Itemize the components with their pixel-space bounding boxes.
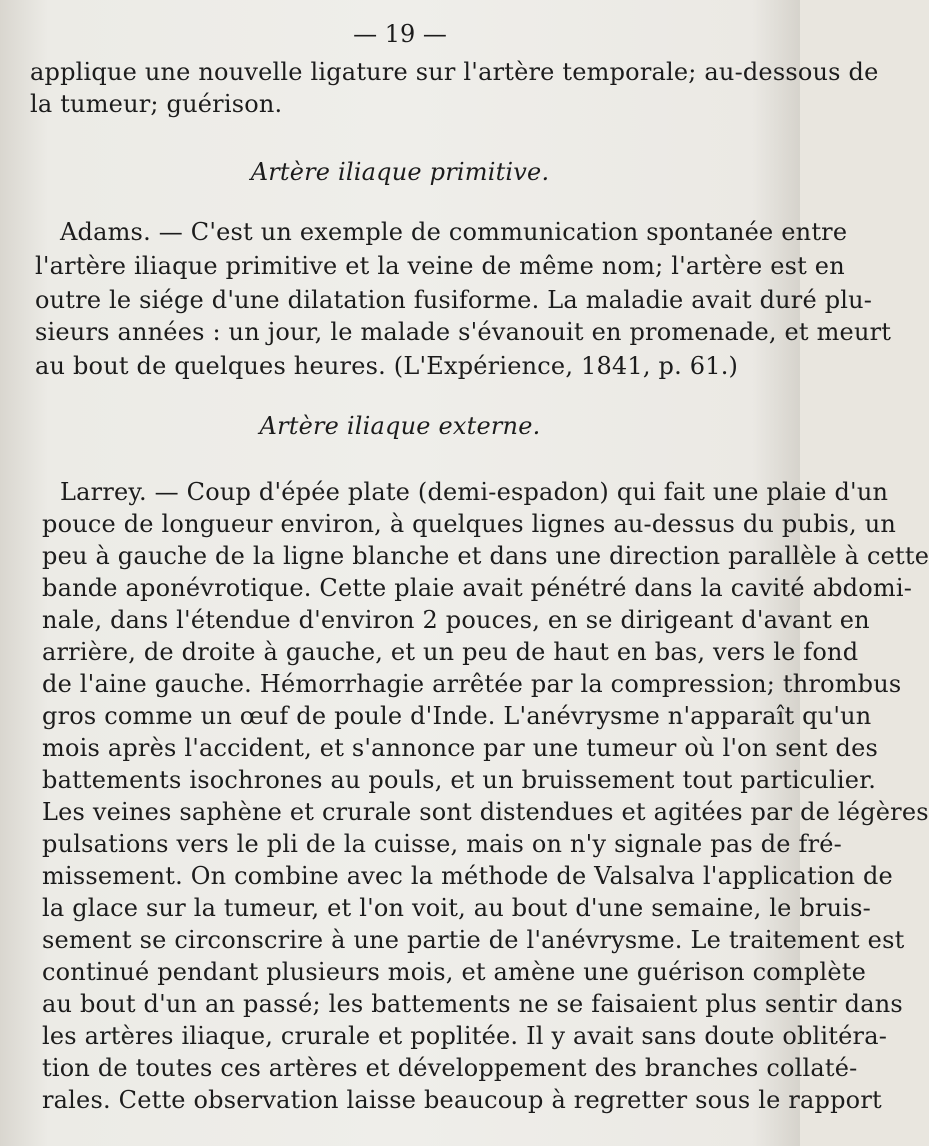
text-line: applique une nouvelle ligature sur l'artère temporale; au-dessous de (30, 58, 879, 86)
text-line: gros comme un œuf de poule d'Inde. L'anévrysme n'apparaît qu'un (42, 702, 872, 730)
text-line: pulsations vers le pli de la cuisse, mais on n'y signale pas de fré- (42, 830, 842, 858)
text-line: Adams. — C'est un exemple de communication spontanée entre (60, 218, 848, 246)
text-line: les artères iliaque, crurale et poplitée. Il y avait sans doute oblitéra- (42, 1022, 888, 1050)
text-line: au bout d'un an passé; les battements ne se faisaient plus sentir dans (42, 990, 903, 1018)
text-line: Les veines saphène et crurale sont distendues et agitées par de légères (42, 798, 929, 826)
text-line: mois après l'accident, et s'annonce par une tumeur où l'on sent des (42, 734, 878, 762)
text-line: sieurs années : un jour, le malade s'évanouit en promenade, et meurt (35, 318, 892, 346)
page-number: — 19 — (353, 20, 447, 48)
text-line: nale, dans l'étendue d'environ 2 pouces, en se dirigeant d'avant en (42, 606, 870, 634)
text-line: de l'aine gauche. Hémorrhagie arrêtée par la compression; thrombus (42, 670, 902, 698)
text-line: continué pendant plusieurs mois, et amène une guérison complète (42, 958, 867, 986)
text-line: outre le siége d'une dilatation fusiforme. La maladie avait duré plu- (35, 286, 873, 314)
text-line: Larrey. — Coup d'épée plate (demi-espadon) qui fait une plaie d'un (60, 478, 889, 506)
text-line: pouce de longueur environ, à quelques lignes au-dessus du pubis, un (42, 510, 897, 538)
section-heading: Artère iliaque externe. (259, 412, 541, 440)
text-line: battements isochrones au pouls, et un bruissement tout particulier. (42, 766, 877, 794)
text-line: la glace sur la tumeur, et l'on voit, au bout d'une semaine, le bruis- (42, 894, 871, 922)
text-line: l'artère iliaque primitive et la veine de même nom; l'artère est en (35, 252, 845, 280)
text-line: peu à gauche de la ligne blanche et dans une direction parallèle à cette (42, 542, 929, 570)
text-line: bande aponévrotique. Cette plaie avait pénétré dans la cavité abdomi- (42, 574, 913, 602)
text-line: sement se circonscrire à une partie de l'anévrysme. Le traitement est (42, 926, 905, 954)
text-line: la tumeur; guérison. (30, 90, 283, 118)
text-line: arrière, de droite à gauche, et un peu de haut en bas, vers le fond (42, 638, 859, 666)
text-line: tion de toutes ces artères et développement des branches collaté- (42, 1054, 858, 1082)
text-line: rales. Cette observation laisse beaucoup à regretter sous le rapport (42, 1086, 882, 1114)
text-line: missement. On combine avec la méthode de Valsalva l'application de (42, 862, 893, 890)
text-line: au bout de quelques heures. (L'Expérience, 1841, p. 61.) (35, 352, 739, 380)
section-heading: Artère iliaque primitive. (250, 158, 550, 186)
